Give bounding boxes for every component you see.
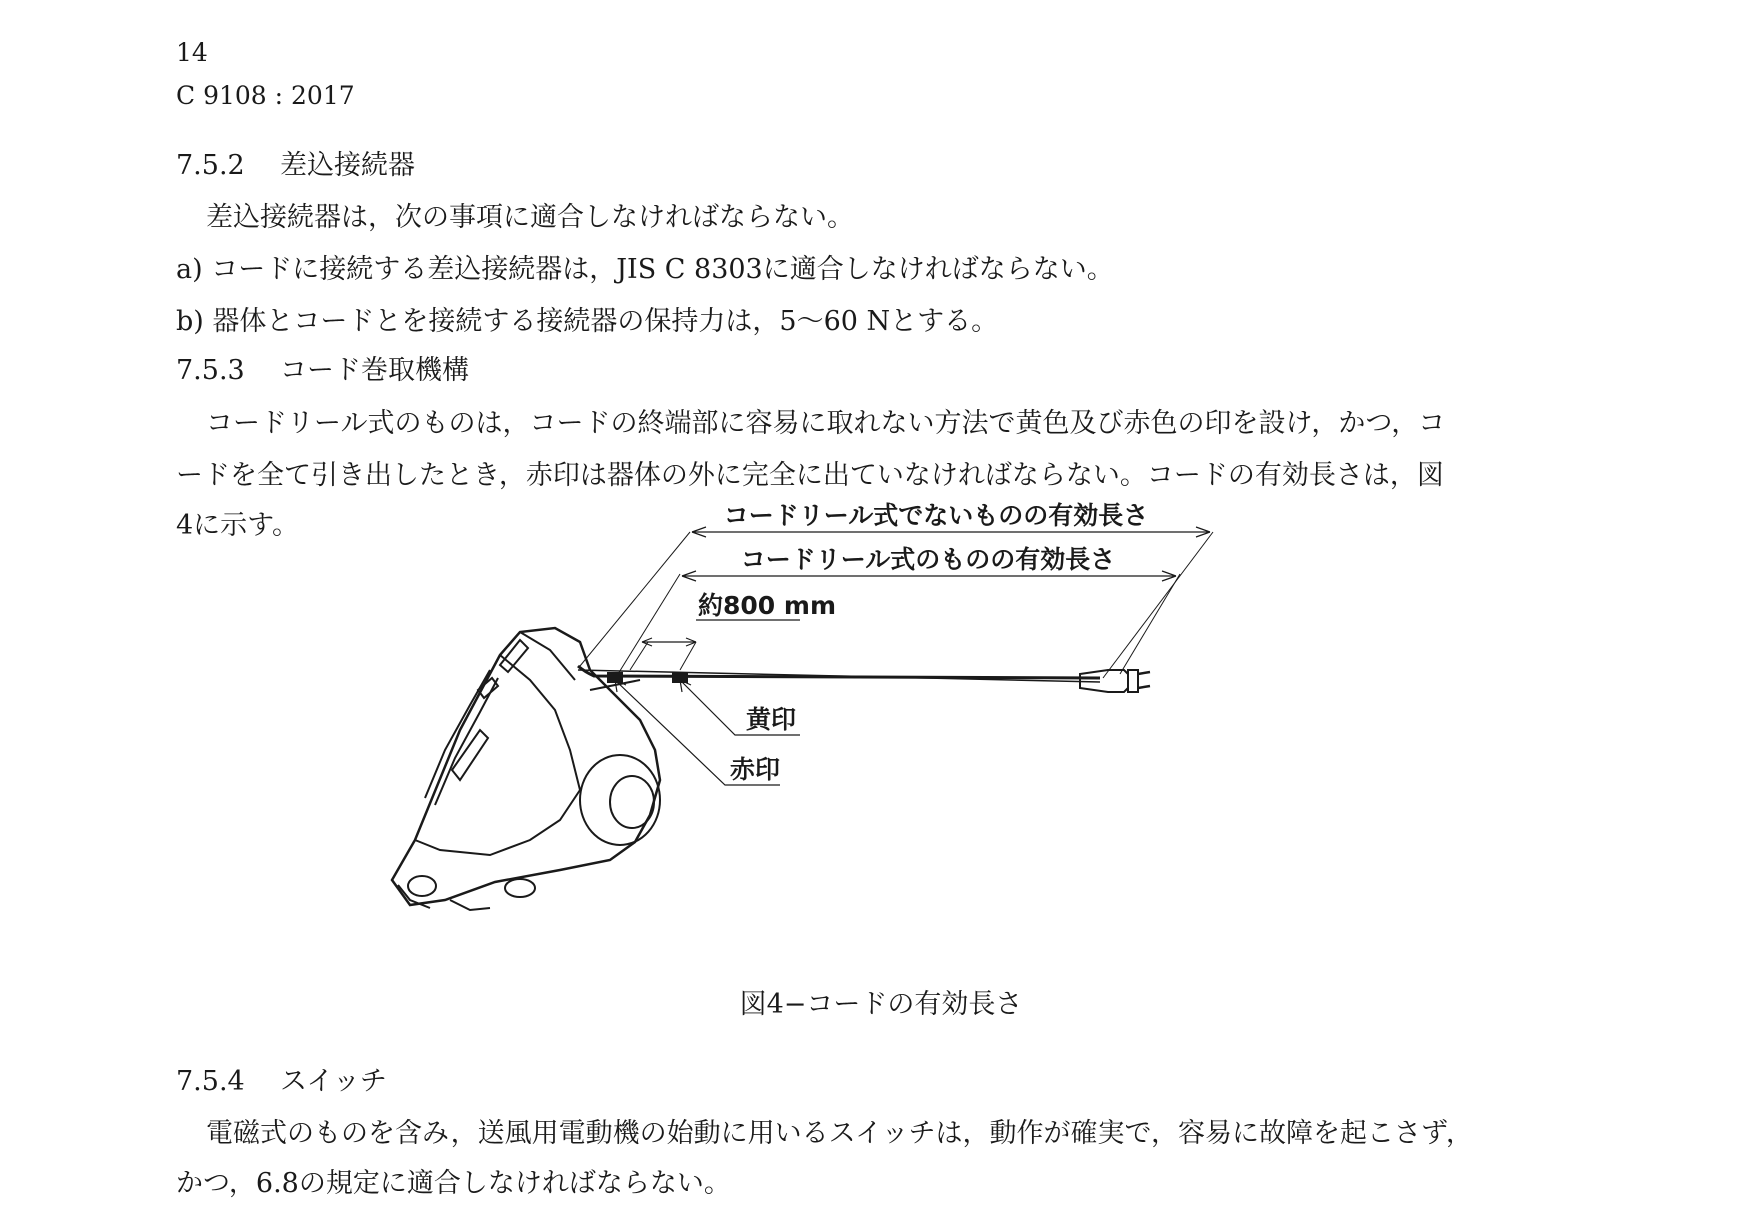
label-yellow-mark: 黄印 bbox=[746, 705, 797, 734]
section-heading-7-5-3 bbox=[176, 357, 469, 384]
list-item-a: a) コードに接続する差込接続器は，JIS C 8303に適合しなければならない。 bbox=[176, 254, 1114, 285]
label-approx-800mm: 約800 mm bbox=[698, 591, 836, 620]
section-number: 7.5.4 bbox=[176, 1066, 245, 1097]
paragraph-line: 電磁式のものを含み，送風用電動機の始動に用いるスイッチは，動作が確実で，容易に故障を起こさず， bbox=[206, 1118, 1473, 1149]
section-number: 7.5.2 bbox=[176, 150, 245, 181]
section-title: 差込接続器 bbox=[280, 150, 415, 181]
plug-drawing bbox=[1080, 670, 1150, 692]
standard-id: C 9108 : 2017 bbox=[176, 81, 355, 110]
figure-caption: 図4−コードの有効長さ bbox=[739, 989, 1023, 1020]
page-number: 14 bbox=[176, 38, 208, 67]
paragraph: 差込接続器は，次の事項に適合しなければならない。 bbox=[206, 202, 854, 233]
label-reel-length: コードリール式のものの有効長さ bbox=[740, 545, 1116, 574]
paragraph-line: かつ，6.8の規定に適合しなければならない。 bbox=[176, 1168, 731, 1199]
section-number: 7.5.3 bbox=[176, 355, 245, 386]
section-title: スイッチ bbox=[280, 1066, 387, 1097]
label-red-mark: 赤印 bbox=[730, 755, 781, 784]
section-heading-7-5-2 bbox=[176, 152, 415, 179]
paragraph-line: ードを全て引き出したとき，赤印は器体の外に完全に出ていなければならない。コードの有効長さは，図 bbox=[176, 460, 1444, 491]
cord-length-figure bbox=[380, 501, 1320, 960]
section-title: コード巻取機構 bbox=[280, 355, 469, 386]
paragraph-line: 4に示す。 bbox=[176, 510, 300, 541]
list-item-b: b) 器体とコードとを接続する接続器の保持力は，5〜60 Nとする。 bbox=[176, 306, 999, 337]
section-heading-7-5-4 bbox=[176, 1068, 387, 1095]
label-non-reel-length: コードリール式でないものの有効長さ bbox=[723, 501, 1149, 530]
paragraph-line: コードリール式のものは，コードの終端部に容易に取れない方法で黄色及び赤色の印を設け，かつ，コ bbox=[206, 408, 1446, 439]
